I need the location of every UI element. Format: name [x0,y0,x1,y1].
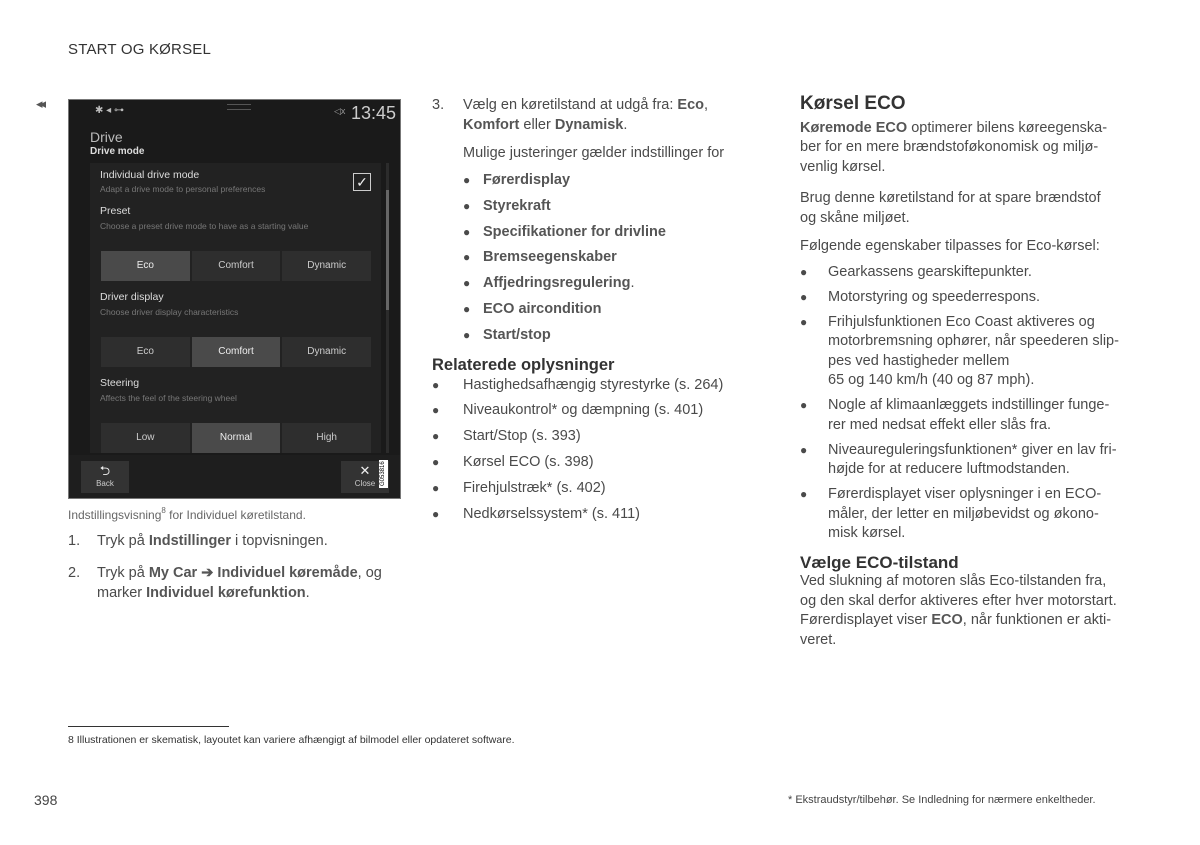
caption-text: Indstillingsvisning [68,508,162,522]
adjust-item-label: Førerdisplay [483,172,571,188]
bullet: ● [463,224,471,239]
preset-option-comfort: Comfort [192,251,281,281]
mode-term: Eco [677,97,704,113]
menu-term: My Car [148,565,198,581]
sub-heading: Vælge ECO-tilstand [800,552,959,572]
step-number: 3. [432,97,445,113]
adjust-intro: Mulige justeringer gælder indstillinger for [463,145,725,161]
step-text: Tryk på [97,565,149,581]
close-icon: ✕ [359,463,371,478]
clock: 13:45 [351,103,397,123]
step-number: 1. [68,533,81,549]
related-link[interactable] [432,426,772,452]
driver-display-hint: Choose driver display characteristics [100,307,239,317]
menu-term: Individuel kørefunktion [146,585,306,601]
screen-subtitle: Drive mode [90,146,145,157]
screen-bottom-bar [69,455,400,499]
related-link[interactable] [432,375,772,401]
eco-features-list [800,263,1160,544]
mode-term: Dynamisk [554,117,624,133]
arrow-icon: ➔ [201,565,214,581]
step-3 [432,95,772,137]
intro-text: ber for en mere brændstoføkonomisk og miljø- [800,139,1099,155]
separator: . [623,117,628,133]
individual-mode-label: Individual drive mode [100,169,200,181]
period: . [630,275,635,292]
step-text-mid: , og [357,565,382,581]
related-link[interactable] [432,504,772,530]
bullet: ● [432,377,440,392]
paragraph-text: og den skal derfor aktiveres efter hver motorstart. [800,592,1117,609]
page-number: 398 [34,792,58,808]
eco-feature-line: måler, der letter en miljøbevidst og økono- [828,505,1099,522]
steering-option-high: High [282,423,371,453]
paragraph-text: Brug denne køretilstand for at spare brændstof [800,190,1101,206]
eco-feature-line: Frihjulsfunktionen Eco Coast aktiveres og [828,313,1095,330]
step-text-end: . [305,585,310,601]
bullet: ● [800,398,808,412]
eco-feature-line: Motorstyring og speederrespons. [828,288,1040,305]
paragraph-text: Ved slukning af motoren slås Eco-tilstanden fra, [800,573,1107,589]
screen-back-button [81,461,129,493]
eco-feature-line: Gearkassens gearskiftepunkter. [828,263,1032,280]
adjust-item [463,247,772,273]
bullet: ● [800,289,808,304]
separator: , [704,97,709,113]
bullet: ● [432,403,440,418]
step-text-end: i topvisningen. [231,533,328,549]
eco-feature-text [828,288,1160,308]
step-1 [68,531,418,551]
bullet: ● [432,429,440,444]
related-link[interactable] [432,452,772,478]
intro-paragraph [800,119,1160,178]
sub-paragraph [800,572,1160,650]
preset-option-dynamic: Dynamic [282,251,371,281]
paragraph-text: Førerdisplayet viser [800,612,932,628]
related-link[interactable] [432,478,772,504]
paragraph-text: og skåne miljøet. [800,209,910,226]
bullet: ● [432,506,440,521]
adjust-item-label: Bremseegenskaber [483,249,617,266]
step-number: 2. [68,565,81,581]
paragraph: Følgende egenskaber tilpasses for Eco-kørsel: [800,238,1100,254]
menu-term: Indstillinger [148,533,232,549]
eco-feature-item [800,288,1160,308]
adjust-item [463,325,772,351]
eco-feature-line: pes ved hastigheder mellem [828,352,1010,369]
related-link-label[interactable]: Firehjulstræk* (s. 402) [463,479,606,496]
menu-term: Individuel køremåde [217,565,358,581]
intro-text: optimerer bilens køreegenska- [907,119,1108,136]
preset-segmented-control [101,251,371,281]
related-link[interactable] [432,400,772,426]
adjust-list [463,170,772,351]
footnote: 8 Illustrationen er skematisk, layoutet kan variere afhængigt af bilmodel eller opdateret software. [68,734,515,746]
eco-feature-line: Førerdisplayet viser oplysninger i en ECO- [828,486,1102,502]
bullet: ● [463,198,471,213]
figure-caption [68,508,306,522]
eco-feature-item [800,313,1160,391]
step-text: Vælg en køretilstand at udgå fra: [463,97,678,113]
screen-title: Drive [90,129,123,145]
caption-text-end: for Individuel køretilstand. [165,508,306,522]
paragraph-text: , når funktionen er akti- [962,612,1112,628]
related-link-label[interactable]: Hastighedsafhængig styrestyrke (s. 264) [463,376,724,393]
eco-feature-line: 65 og 140 km/h (40 og 87 mph). [828,372,1035,388]
eco-feature-text [828,396,1160,435]
eco-feature-text [828,441,1160,480]
related-link-label[interactable]: Niveaukontrol* og dæmpning (s. 401) [463,402,704,419]
bullet: ● [800,487,808,501]
step-2 [68,563,418,603]
preset-label: Preset [100,205,131,217]
volume-mute-icon: ◁x [334,106,346,116]
bullet: ● [463,173,471,187]
back-label: Back [96,479,114,488]
eco-feature-text [828,485,1160,544]
image-reference-id: G053816 [380,461,386,487]
step-text: marker [97,585,147,601]
eco-feature-line: misk kørsel. [828,525,906,541]
scrollbar-thumb [386,190,389,310]
close-label: Close [354,479,376,488]
adjust-item [463,273,772,299]
paragraph [800,189,1160,228]
related-heading: Relaterede oplysninger [432,355,615,374]
related-link-label[interactable]: Nedkørselssystem* (s. 411) [463,505,640,522]
eco-feature-line: motorbremsning ophører, når speederen slip- [828,333,1119,349]
adjust-item [463,196,772,222]
steering-segmented-control [101,423,371,453]
bullet: ● [432,454,440,469]
adjust-item-label: ECO aircondition [483,300,602,317]
middle-column [432,95,772,529]
individual-mode-hint: Adapt a drive mode to personal preferences [100,184,266,194]
pull-down-handle [227,104,251,110]
steering-option-normal: Normal [192,423,281,453]
bullet: ● [800,264,808,279]
adjust-item [463,170,772,196]
display-option-comfort: Comfort [192,337,281,367]
individual-mode-checkbox: ✓ [353,173,371,191]
bullet: ● [800,314,808,329]
adjust-item-label: Specifikationer for drivline [483,223,666,240]
display-option-eco: Eco [101,337,190,367]
separator: eller [519,117,555,133]
related-link-label[interactable]: Kørsel ECO (s. 398) [463,453,594,470]
preset-option-eco: Eco [101,251,190,281]
adjust-item-label: Start/stop [483,326,551,343]
driver-display-segmented-control [101,337,371,367]
intro-text: venlig kørsel. [800,158,886,175]
related-link-label[interactable]: Start/Stop (s. 393) [463,428,581,445]
eco-feature-item [800,396,1160,435]
eco-feature-item [800,485,1160,544]
related-list [432,375,772,530]
adjust-item-label: Styrekraft [483,197,551,214]
back-nav-icon[interactable]: ◂◂ [36,96,44,111]
section-header: START OG KØRSEL [68,41,212,58]
bullet: ● [463,276,471,291]
adjust-item [463,299,772,325]
steering-hint: Affects the feel of the steering wheel [100,393,237,403]
eco-indicator-term: ECO [931,612,963,628]
paragraph-text: veret. [800,631,837,648]
bullet: ● [432,480,440,495]
eco-feature-line: Niveaureguleringsfunktionen* giver en lav fri- [828,441,1117,458]
eco-feature-item [800,441,1160,480]
adjust-item-label: Affjedringsregulering [483,275,631,292]
steering-option-low: Low [101,423,190,453]
eco-feature-text [828,263,1160,283]
step-text: Tryk på [97,533,149,549]
status-icons: ✱ ◂ ⊶ [95,105,124,116]
eco-feature-line: Nogle af klimaanlæggets indstillinger funge- [828,397,1110,413]
mode-term: Komfort [463,117,520,133]
bullet: ● [463,301,471,316]
accessory-note: * Ekstraudstyr/tilbehør. Se Indledning for nærmere enkeltheder. [788,794,1096,806]
right-column [800,94,1160,650]
mode-term: Køremode ECO [800,119,908,136]
driver-display-label: Driver display [100,291,164,303]
display-option-dynamic: Dynamic [282,337,371,367]
back-arrow-icon: ⮌ [99,463,111,478]
adjust-item [463,222,772,248]
eco-feature-item [800,263,1160,283]
footnote-ref: 8 [161,506,166,515]
bullet: ● [463,250,471,265]
eco-feature-line: højde for at reducere luftmodstanden. [828,461,1070,477]
footnote-divider [68,726,229,727]
bullet: ● [463,327,471,342]
eco-feature-line: rer med nedsat effekt eller slås fra. [828,416,1051,433]
status-bar [69,100,400,126]
car-screen-illustration [68,99,401,499]
preset-hint: Choose a preset drive mode to have as a starting value [100,221,309,231]
bullet: ● [800,442,808,457]
steering-label: Steering [100,377,140,389]
section-heading: Kørsel ECO [800,93,906,114]
eco-feature-text [828,313,1160,391]
